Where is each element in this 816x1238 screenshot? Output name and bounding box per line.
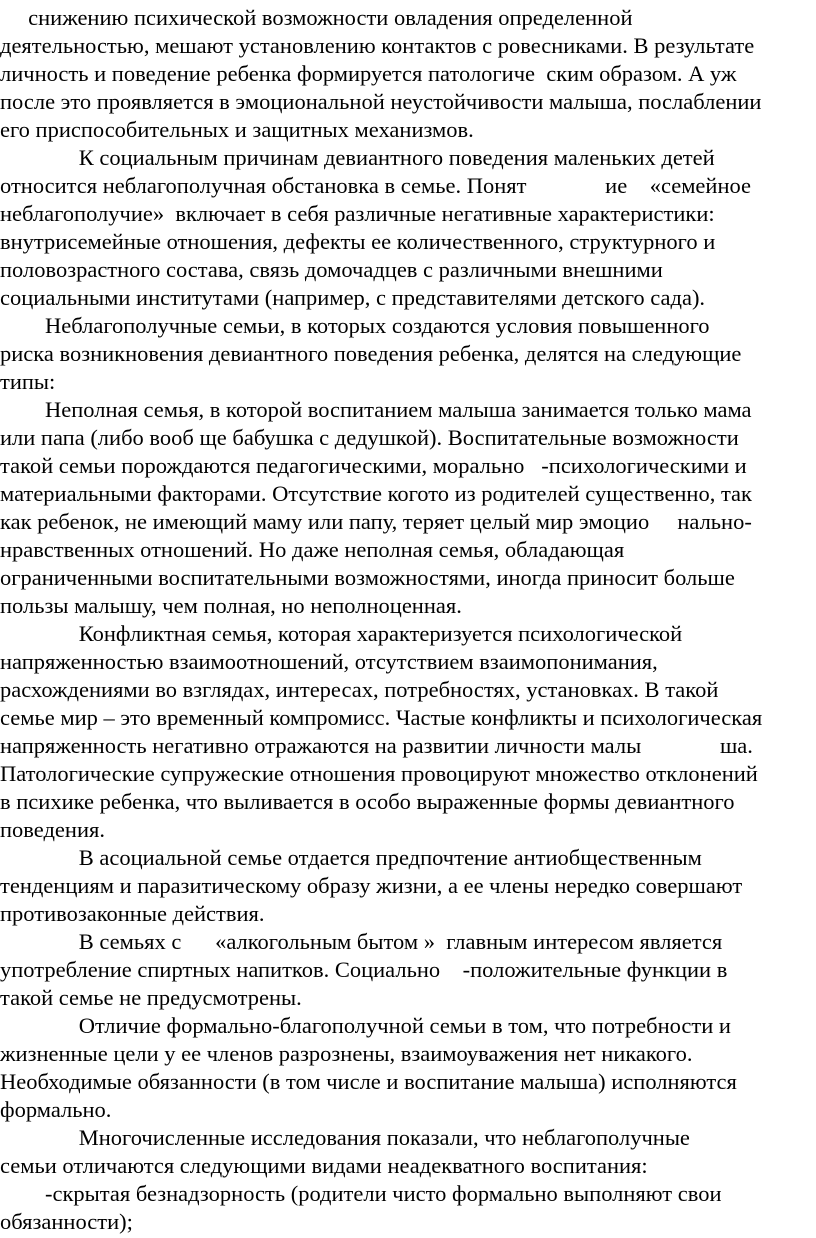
text-line: К социальным причинам девиантного поведения маленьких детей <box>0 145 715 170</box>
text-line: такой семье не предусмотрены. <box>0 985 302 1010</box>
text-line: семье мир – это временный компромисс. Частые конфликты и психологическая <box>0 705 763 730</box>
text-line: Конфликтная семья, которая характеризуется психологической <box>0 621 683 646</box>
text-line: Отличие формально-благополучной семьи в том, что потребности и <box>0 1013 731 1038</box>
text-line: после это проявляется в эмоциональной неустойчивости малыша, послаблении <box>0 89 762 114</box>
text-line: материальными факторами. Отсутствие когото из родителей существенно, так <box>0 481 752 506</box>
text-line: личность и поведение ребенка формируется патологиче ским образом. А уж <box>0 61 737 86</box>
text-line: напряженностью взаимоотношений, отсутствием взаимопонимания, <box>0 649 658 674</box>
text-line: типы: <box>0 369 56 394</box>
text-line: снижению психической возможности овладения определенной <box>0 5 633 30</box>
text-line: семьи отличаются следующими видами неадекватного воспитания: <box>0 1153 648 1178</box>
text-line: относится неблагополучная обстановка в семье. Понят ие «семейное <box>0 173 752 198</box>
text-line: неблагополучие» включает в себя различные негативные характеристики: <box>0 201 715 226</box>
text-line: противозаконные действия. <box>0 901 265 926</box>
text-line: формально. <box>0 1097 112 1122</box>
text-line: поведения. <box>0 817 105 842</box>
text-line: тенденциям и паразитическому образу жизни, а ее члены нередко совершают <box>0 873 743 898</box>
text-line: В асоциальной семье отдается предпочтение антиобщественным <box>0 845 702 870</box>
text-line: деятельностью, мешают установлению контактов с ровесниками. В результате <box>0 33 755 58</box>
text-line: Необходимые обязанности (в том числе и воспитание малыша) исполняются <box>0 1069 737 1094</box>
text-line: или папа (либо вооб ще бабушка с дедушкой). Воспитательные возможности <box>0 425 739 450</box>
text-line: употребление спиртных напитков. Социально -положительные функции в <box>0 957 728 982</box>
text-line: половозрастного состава, связь домочадцев с различными внешними <box>0 257 663 282</box>
text-line: Неполная семья, в которой воспитанием малыша занимается только мама <box>0 397 752 422</box>
text-line: Многочисленные исследования показали, что неблагополучные <box>0 1125 690 1150</box>
text-line: внутрисемейные отношения, дефекты ее количественного, структурного и <box>0 229 716 254</box>
text-line: обязанности); <box>0 1209 133 1234</box>
text-line: В семьях с «алкогольным бытом » главным интересом является <box>0 929 723 954</box>
text-line: расхождениями во взглядах, интересах, потребностях, установках. В такой <box>0 677 719 702</box>
text-line: его приспособительных и защитных механизмов. <box>0 117 474 142</box>
text-line: как ребенок, не имеющий маму или папу, теряет целый мир эмоцио нально- <box>0 509 752 534</box>
text-line: социальными институтами (например, с представителями детского сада). <box>0 285 706 310</box>
text-line: -скрытая безнадзорность (родители чисто формально выполняют свои <box>0 1181 722 1206</box>
text-line: нравственных отношений. Но даже неполная семья, обладающая <box>0 537 625 562</box>
text-line: в психике ребенка, что выливается в особо выраженные формы девиантного <box>0 789 735 814</box>
text-line: Патологические супружеские отношения провоцируют множество отклонений <box>0 761 758 786</box>
text-line: пользы малышу, чем полная, но неполноценная. <box>0 593 462 618</box>
text-line: риска возникновения девиантного поведения ребенка, делятся на следующие <box>0 341 742 366</box>
text-line: жизненные цели у ее членов разрознены, взаимоуважения нет никакого. <box>0 1041 693 1066</box>
text-line: такой семьи порождаются педагогическими, морально -психологическими и <box>0 453 747 478</box>
text-line: ограниченными воспитательными возможностями, иногда приносит больше <box>0 565 735 590</box>
text-line: напряженность негативно отражаются на развитии личности малы ша. <box>0 733 753 758</box>
text-line: Неблагополучные семьи, в которых создаются условия повышенного <box>0 313 710 338</box>
